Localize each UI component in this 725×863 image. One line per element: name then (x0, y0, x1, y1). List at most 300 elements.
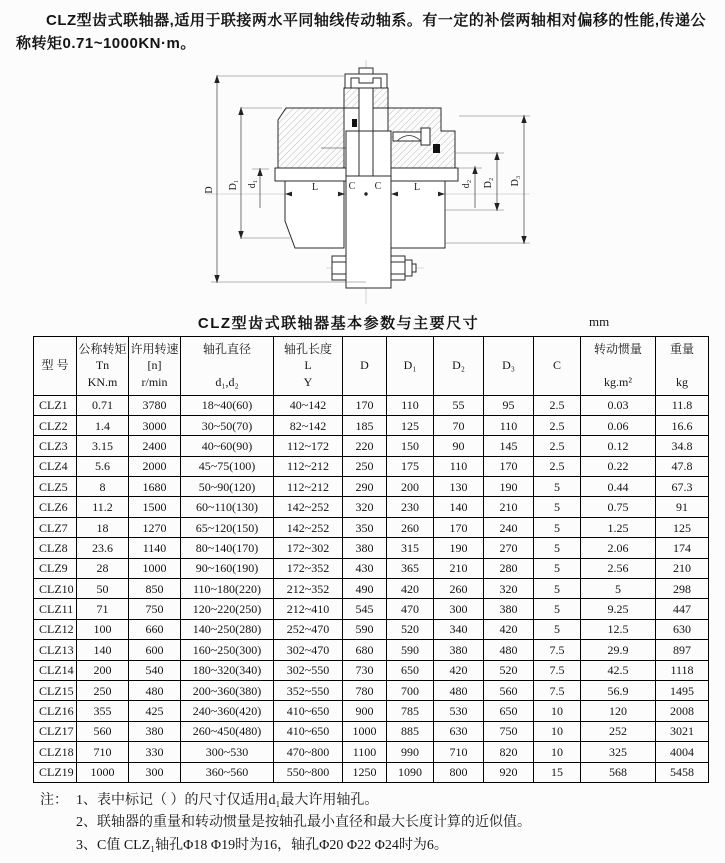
side-bolt-head (421, 128, 430, 145)
value-cell: 590 (343, 619, 387, 639)
value-cell: 180~320(340) (181, 660, 274, 680)
col-header-speed (129, 336, 181, 395)
value-cell: 212~410 (274, 599, 343, 619)
value-cell: 30~50(70) (181, 415, 274, 435)
header-line: L (304, 358, 312, 373)
value-cell: 210 (484, 497, 534, 517)
value-cell: 480 (484, 640, 534, 660)
value-cell: 320 (343, 497, 387, 517)
value-cell: 560 (77, 721, 129, 741)
value-cell: 91 (656, 497, 709, 517)
dim-label-D: D (204, 185, 215, 194)
value-cell: 3.15 (77, 436, 129, 456)
model-cell: CLZ19 (34, 762, 77, 782)
bolt-stud-tip (359, 68, 373, 74)
model-cell: CLZ7 (34, 517, 77, 537)
value-cell: 125 (656, 517, 709, 537)
value-cell: 16.6 (656, 415, 709, 435)
value-cell: 315 (387, 538, 434, 558)
value-cell: 142~252 (274, 517, 343, 537)
table-row (34, 680, 709, 700)
table-row (34, 721, 709, 741)
value-cell: 2.5 (534, 436, 581, 456)
value-cell: 1500 (129, 497, 181, 517)
table-row (34, 558, 709, 578)
value-cell: 1090 (387, 762, 434, 782)
value-cell: 210 (434, 558, 484, 578)
model-cell: CLZ9 (34, 558, 77, 578)
value-cell: 650 (387, 660, 434, 680)
value-cell: 700 (387, 680, 434, 700)
table-row (34, 497, 709, 517)
bottom-bolt-end (412, 264, 416, 272)
model-cell: CLZ8 (34, 538, 77, 558)
value-cell: 0.12 (581, 436, 656, 456)
col-header-D3 (484, 336, 534, 395)
header-line: D₁ (403, 358, 417, 373)
value-cell: 125 (387, 415, 434, 435)
value-cell: 0.71 (77, 395, 129, 415)
value-cell: 750 (484, 721, 534, 741)
value-cell: 252~470 (274, 619, 343, 639)
value-cell: 174 (656, 538, 709, 558)
header-line: D₃ (502, 358, 515, 373)
value-cell: 40~60(90) (181, 436, 274, 456)
value-cell: 18 (77, 517, 129, 537)
value-cell: 1000 (77, 762, 129, 782)
value-cell: 1000 (343, 721, 387, 741)
model-cell: CLZ15 (34, 680, 77, 700)
header-line: C (552, 358, 561, 373)
table-row (34, 660, 709, 680)
dim-label-L-left: L (311, 181, 319, 193)
value-cell: 110 (484, 415, 534, 435)
value-cell: 7.5 (534, 640, 581, 660)
value-cell: 430 (343, 558, 387, 578)
value-cell: 160~250(300) (181, 640, 274, 660)
table-row (34, 762, 709, 782)
value-cell: 2.5 (534, 456, 581, 476)
col-header-D1 (387, 336, 434, 395)
coupling-cross-section-diagram (178, 58, 558, 308)
header-line: 轴孔直径 (202, 341, 251, 356)
header-line: 轴孔长度 (283, 342, 332, 357)
value-cell: 90 (434, 436, 484, 456)
value-cell: 447 (656, 599, 709, 619)
value-cell: 170 (484, 456, 534, 476)
model-cell: CLZ10 (34, 579, 77, 599)
value-cell: 7.5 (534, 680, 581, 700)
table-caption (33, 309, 708, 336)
value-cell: 240~360(420) (181, 701, 274, 721)
col-header-model (34, 336, 77, 395)
value-cell: 9.25 (581, 599, 656, 619)
value-cell: 250 (77, 680, 129, 700)
value-cell: 425 (129, 701, 181, 721)
value-cell: 70 (434, 415, 484, 435)
value-cell: 50~90(120) (181, 477, 274, 497)
col-header-C (534, 336, 581, 395)
header-line: Tn (95, 358, 110, 373)
figure-coupling-drawing (0, 56, 725, 309)
model-cell: CLZ16 (34, 701, 77, 721)
value-cell: 172~352 (274, 558, 343, 578)
model-cell: CLZ6 (34, 497, 77, 517)
value-cell: 750 (129, 599, 181, 619)
header-line: KN.m (87, 374, 118, 389)
parameters-table (33, 336, 709, 783)
dim-label-d1: d₁ (247, 179, 258, 188)
value-cell: 410~650 (274, 721, 343, 741)
value-cell: 5 (534, 579, 581, 599)
value-cell: 330 (129, 742, 181, 762)
model-cell: CLZ12 (34, 619, 77, 639)
header-line: kg (676, 375, 688, 390)
value-cell: 530 (434, 701, 484, 721)
table-row (34, 415, 709, 435)
value-cell: 190 (434, 538, 484, 558)
value-cell: 470 (387, 599, 434, 619)
table-row (34, 477, 709, 497)
value-cell: 200 (387, 477, 434, 497)
value-cell: 302~550 (274, 660, 343, 680)
value-cell: 2.5 (534, 415, 581, 435)
value-cell: 540 (129, 660, 181, 680)
value-cell: 5 (581, 579, 656, 599)
value-cell: 110 (387, 395, 434, 415)
value-cell: 1680 (129, 477, 181, 497)
value-cell: 590 (387, 640, 434, 660)
value-cell: 568 (581, 762, 656, 782)
table-row (34, 619, 709, 639)
value-cell: 410~650 (274, 701, 343, 721)
value-cell: 300 (129, 762, 181, 782)
table-row (34, 517, 709, 537)
value-cell: 480 (129, 680, 181, 700)
value-cell: 145 (484, 436, 534, 456)
value-cell: 212~352 (274, 579, 343, 599)
header-line: D₂ (452, 358, 465, 373)
note-line-1 (40, 790, 725, 812)
value-cell: 545 (343, 599, 387, 619)
value-cell: 897 (656, 640, 709, 660)
value-cell: 1.25 (581, 517, 656, 537)
note-prefix: 注： (40, 792, 68, 808)
value-cell: 710 (77, 742, 129, 762)
value-cell: 142~252 (274, 497, 343, 517)
dim-label-D1: D₁ (228, 179, 239, 190)
table-row (34, 579, 709, 599)
pin-right (433, 144, 440, 153)
value-cell: 298 (656, 579, 709, 599)
value-cell: 630 (434, 721, 484, 741)
header-line: Y (303, 374, 313, 389)
header-row (34, 336, 709, 395)
value-cell: 150 (387, 436, 434, 456)
value-cell: 2.5 (534, 395, 581, 415)
table-row (34, 436, 709, 456)
value-cell: 340 (434, 619, 484, 639)
value-cell: 0.03 (581, 395, 656, 415)
table-body (34, 395, 709, 782)
value-cell: 1270 (129, 517, 181, 537)
value-cell: 1100 (343, 742, 387, 762)
value-cell: 560 (484, 680, 534, 700)
value-cell: 355 (77, 701, 129, 721)
value-cell: 1118 (656, 660, 709, 680)
value-cell: 240 (484, 517, 534, 537)
value-cell: 300 (434, 599, 484, 619)
value-cell: 220 (343, 436, 387, 456)
col-header-inertia (581, 336, 656, 395)
value-cell: 60~110(130) (181, 497, 274, 517)
pin-left (352, 119, 357, 127)
value-cell: 365 (387, 558, 434, 578)
value-cell: 550~800 (274, 762, 343, 782)
value-cell: 650 (484, 701, 534, 721)
table-row (34, 395, 709, 415)
value-cell: 420 (484, 619, 534, 639)
value-cell: 45~75(100) (181, 456, 274, 476)
value-cell: 210 (656, 558, 709, 578)
value-cell: 230 (387, 497, 434, 517)
bottom-nut-right (391, 256, 405, 280)
value-cell: 5 (534, 599, 581, 619)
table-row (34, 742, 709, 762)
model-cell: CLZ14 (34, 660, 77, 680)
value-cell: 5 (534, 517, 581, 537)
value-cell: 2400 (129, 436, 181, 456)
value-cell: 120 (581, 701, 656, 721)
value-cell: 200 (77, 660, 129, 680)
value-cell: 680 (343, 640, 387, 660)
value-cell: 5 (534, 477, 581, 497)
value-cell: 10 (534, 742, 581, 762)
value-cell: 710 (434, 742, 484, 762)
value-cell: 5 (534, 497, 581, 517)
value-cell: 302~470 (274, 640, 343, 660)
table-row (34, 599, 709, 619)
value-cell: 290 (343, 477, 387, 497)
value-cell: 112~212 (274, 477, 343, 497)
value-cell: 320 (484, 579, 534, 599)
dim-label-D2: D₂ (483, 177, 494, 188)
value-cell: 2008 (656, 701, 709, 721)
model-cell: CLZ17 (34, 721, 77, 741)
header-line: D (360, 358, 369, 373)
intro-paragraph: CLZ型齿式联轴器,适用于联接两水平同轴线传动轴系。有一定的补偿两轴相对偏移的性能,传递公称转矩0.71~1000KN·m。 (16, 12, 706, 53)
value-cell: 80~140(170) (181, 538, 274, 558)
value-cell: 380 (343, 538, 387, 558)
value-cell: 5 (534, 558, 581, 578)
table-title: CLZ型齿式联轴器基本参数与主要尺寸 (197, 314, 480, 332)
value-cell: 920 (484, 762, 534, 782)
value-cell: 380 (129, 721, 181, 741)
value-cell: 8 (77, 477, 129, 497)
value-cell: 2000 (129, 456, 181, 476)
model-cell: CLZ3 (34, 436, 77, 456)
value-cell: 900 (343, 701, 387, 721)
value-cell: 260 (434, 579, 484, 599)
value-cell: 3021 (656, 721, 709, 741)
model-cell: CLZ2 (34, 415, 77, 435)
value-cell: 260 (387, 517, 434, 537)
value-cell: 7.5 (534, 660, 581, 680)
value-cell: 112~212 (274, 456, 343, 476)
header-line: d₁,d₂ (215, 375, 239, 390)
value-cell: 82~142 (274, 415, 343, 435)
header-line: 转动惯量 (593, 341, 642, 356)
value-cell: 11.8 (656, 395, 709, 415)
value-cell: 850 (129, 579, 181, 599)
value-cell: 250 (343, 456, 387, 476)
value-cell: 350 (343, 517, 387, 537)
flange-strip-left (344, 88, 359, 108)
value-cell: 0.22 (581, 456, 656, 476)
value-cell: 29.9 (581, 640, 656, 660)
value-cell: 23.6 (77, 538, 129, 558)
value-cell: 5 (534, 538, 581, 558)
value-cell: 11.2 (77, 497, 129, 517)
model-cell: CLZ1 (34, 395, 77, 415)
value-cell: 1000 (129, 558, 181, 578)
col-header-torque (77, 336, 129, 395)
value-cell: 420 (434, 660, 484, 680)
value-cell: 90~160(190) (181, 558, 274, 578)
value-cell: 50 (77, 579, 129, 599)
model-cell: CLZ11 (34, 599, 77, 619)
value-cell: 140 (77, 640, 129, 660)
side-bolt-shank (393, 132, 421, 141)
value-cell: 520 (484, 660, 534, 680)
value-cell: 170 (434, 517, 484, 537)
header-line: 许用转速 (130, 342, 179, 357)
header-line: 重量 (669, 341, 694, 356)
value-cell: 820 (484, 742, 534, 762)
value-cell: 67.3 (656, 477, 709, 497)
bottom-nut-left (332, 256, 346, 280)
value-cell: 10 (534, 721, 581, 741)
value-cell: 18~40(60) (181, 395, 274, 415)
col-header-D2 (434, 336, 484, 395)
value-cell: 785 (387, 701, 434, 721)
value-cell: 15 (534, 762, 581, 782)
left-housing-hatched (278, 108, 344, 168)
dim-label-L-right: L (413, 181, 421, 193)
value-cell: 0.75 (581, 497, 656, 517)
header-line: kg.m² (604, 375, 632, 390)
value-cell: 140 (434, 497, 484, 517)
col-header-weight (656, 336, 709, 395)
header-line: 公称转矩 (78, 342, 127, 357)
note-line-2 (76, 812, 725, 834)
central-shaft (346, 131, 391, 288)
dim-label-C-left: C (348, 180, 356, 192)
value-cell: 800 (434, 762, 484, 782)
value-cell: 990 (387, 742, 434, 762)
value-cell: 270 (484, 538, 534, 558)
value-cell: 780 (343, 680, 387, 700)
header-line: r/min (141, 374, 168, 389)
value-cell: 65~120(150) (181, 517, 274, 537)
value-cell: 10 (534, 701, 581, 721)
value-cell: 200~360(380) (181, 680, 274, 700)
header-line: [n] (147, 358, 162, 373)
value-cell: 3780 (129, 395, 181, 415)
flange-strip-right (373, 88, 388, 108)
value-cell: 1.4 (77, 415, 129, 435)
value-cell: 325 (581, 742, 656, 762)
value-cell: 42.5 (581, 660, 656, 680)
note-line-3 (76, 835, 725, 857)
value-cell: 360~560 (181, 762, 274, 782)
value-cell: 47.8 (656, 456, 709, 476)
value-cell: 600 (129, 640, 181, 660)
value-cell: 100 (77, 619, 129, 639)
value-cell: 260~450(480) (181, 721, 274, 741)
table-header (34, 336, 709, 395)
value-cell: 660 (129, 619, 181, 639)
value-cell: 55 (434, 395, 484, 415)
value-cell: 120~220(250) (181, 599, 274, 619)
value-cell: 252 (581, 721, 656, 741)
value-cell: 380 (484, 599, 534, 619)
value-cell: 95 (484, 395, 534, 415)
table-row (34, 701, 709, 721)
value-cell: 885 (387, 721, 434, 741)
value-cell: 730 (343, 660, 387, 680)
value-cell: 12.5 (581, 619, 656, 639)
table-row (34, 640, 709, 660)
value-cell: 185 (343, 415, 387, 435)
model-cell: CLZ5 (34, 477, 77, 497)
value-cell: 5458 (656, 762, 709, 782)
bottom-bolt-tip (405, 260, 412, 276)
value-cell: 112~172 (274, 436, 343, 456)
value-cell: 3000 (129, 415, 181, 435)
value-cell: 4004 (656, 742, 709, 762)
value-cell: 2.06 (581, 538, 656, 558)
dim-label-D3: D₃ (510, 175, 521, 186)
value-cell: 130 (434, 477, 484, 497)
value-cell: 71 (77, 599, 129, 619)
value-cell: 280 (484, 558, 534, 578)
dim-label-C-right: C (374, 180, 382, 192)
dim-label-d2: d₂ (461, 179, 472, 188)
header-line: 型 号 (41, 358, 69, 373)
table-row (34, 538, 709, 558)
table-row (34, 456, 709, 476)
value-cell: 5 (534, 619, 581, 639)
value-cell: 300~530 (181, 742, 274, 762)
value-cell: 1250 (343, 762, 387, 782)
value-cell: 56.9 (581, 680, 656, 700)
model-cell: CLZ4 (34, 456, 77, 476)
value-cell: 110~180(220) (181, 579, 274, 599)
value-cell: 28 (77, 558, 129, 578)
value-cell: 190 (484, 477, 534, 497)
note-text: 3、C值 CLZ₁轴孔Φ18 Φ19时为16，轴孔Φ20 Φ22 Φ24时为6。 (76, 837, 448, 853)
value-cell: 630 (656, 619, 709, 639)
value-cell: 1495 (656, 680, 709, 700)
footnotes (40, 790, 725, 857)
col-header-bore-length (274, 336, 343, 395)
model-cell: CLZ18 (34, 742, 77, 762)
table-unit-label: mm (589, 313, 610, 329)
value-cell: 175 (387, 456, 434, 476)
value-cell: 490 (343, 579, 387, 599)
value-cell: 172~302 (274, 538, 343, 558)
